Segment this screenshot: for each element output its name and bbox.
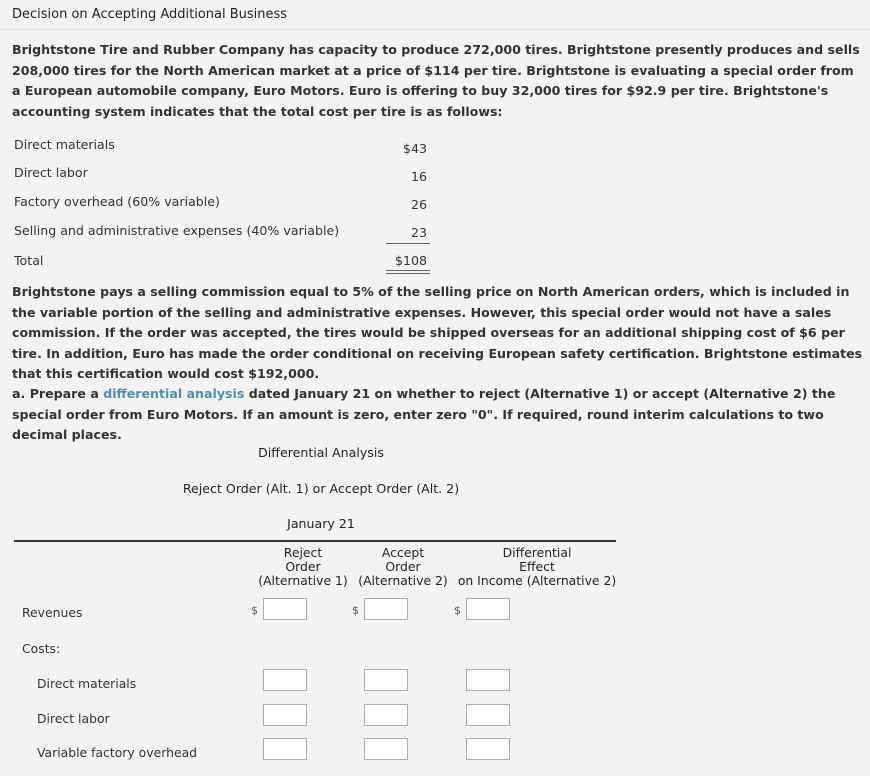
direct-labor-accept-input[interactable] xyxy=(364,704,408,726)
cost-label-factory-overhead: Factory overhead (60% variable) xyxy=(14,194,220,209)
cost-label-total: Total xyxy=(14,253,44,268)
direct-materials-differential-input[interactable] xyxy=(466,669,510,691)
revenues-accept-input[interactable] xyxy=(364,598,408,620)
currency-symbol: $ xyxy=(251,604,258,617)
cost-value-total: $108 xyxy=(394,253,427,268)
direct-labor-differential-input[interactable] xyxy=(466,704,510,726)
currency-symbol: $ xyxy=(454,604,461,617)
row-label-costs: Costs: xyxy=(22,641,61,656)
column-header-differential-line3: on Income (Alternative 2) xyxy=(457,573,617,588)
page-title: Decision on Accepting Additional Business xyxy=(12,7,288,22)
analysis-heading: Differential Analysis xyxy=(258,445,384,460)
table-top-rule xyxy=(14,540,616,542)
problem-intro: Brightstone Tire and Rubber Company has capacity to produce 272,000 tires. Brightstone presently produces and sells 208,000 tires for the North American market at a price of $114 per tire. Brightstone is evaluating a special order from a European automobile company, Euro Motors. Euro is offering to buy 32,000 tires for $92.9 per tire. Brightstone's accounting system indicates that the total cost per tire is as follows: xyxy=(12,42,860,119)
column-header-accept-line3: (Alternative 2) xyxy=(358,573,448,588)
revenues-differential-input[interactable] xyxy=(466,598,510,620)
row-label-direct-labor: Direct labor xyxy=(37,711,110,726)
cost-value-direct-labor: 16 xyxy=(410,169,427,184)
cost-label-selling-admin: Selling and administrative expenses (40% variable) xyxy=(14,223,340,238)
column-header-differential xyxy=(452,546,622,588)
title-divider xyxy=(0,29,870,30)
column-header-differential-line1: Differential xyxy=(502,545,572,560)
subtotal-rule xyxy=(386,243,430,244)
differential-analysis-link[interactable]: differential analysis xyxy=(103,386,245,401)
variable-overhead-reject-input[interactable] xyxy=(263,738,307,760)
direct-labor-reject-input[interactable] xyxy=(263,704,307,726)
question-prefix: a. xyxy=(12,386,26,401)
cost-value-factory-overhead: 26 xyxy=(410,197,427,212)
question-lead: Prepare a xyxy=(29,386,99,401)
question-a xyxy=(12,384,864,446)
commission-paragraph: Brightstone pays a selling commission equal to 5% of the selling price on North American orders, which is included in the variable portion of the selling and administrative expenses. However, this special order would not have a sales commission. If the order was accepted, the tires would be shipped overseas for an additional shipping cost of $6 per tire. In addition, Euro has made the order conditional on receiving European safety certification. Brightstone estimates that this certification would cost $192,000. xyxy=(12,284,863,381)
column-header-reject-line2: Order xyxy=(285,559,321,574)
column-header-accept-line1: Accept xyxy=(381,545,425,560)
column-header-reject-line3: (Alternative 1) xyxy=(258,573,348,588)
analysis-subheading: Reject Order (Alt. 1) or Accept Order (Alt. 2) xyxy=(182,481,460,496)
column-header-reject-line1: Reject xyxy=(283,545,323,560)
column-header-accept xyxy=(353,546,453,588)
cost-label-direct-materials: Direct materials xyxy=(14,137,115,152)
question-rest: dated January 21 on whether to reject (Alternative 1) or accept (Alternative 2) the special order from Euro Motors. If an amount is zero, enter zero "0". If required, round interim calculations to two decimal places. xyxy=(12,386,836,442)
revenues-reject-input[interactable] xyxy=(263,598,307,620)
row-label-direct-materials: Direct materials xyxy=(37,676,137,691)
direct-materials-reject-input[interactable] xyxy=(263,669,307,691)
variable-overhead-differential-input[interactable] xyxy=(466,738,510,760)
column-header-reject xyxy=(248,546,358,588)
direct-materials-accept-input[interactable] xyxy=(364,669,408,691)
analysis-date: January 21 xyxy=(287,516,355,531)
variable-overhead-accept-input[interactable] xyxy=(364,738,408,760)
cost-value-selling-admin: 23 xyxy=(410,225,427,240)
column-header-differential-line2: Effect xyxy=(519,559,555,574)
column-header-accept-line2: Order xyxy=(385,559,421,574)
cost-value-direct-materials: $43 xyxy=(402,141,427,156)
total-double-rule xyxy=(386,270,430,274)
row-label-revenues: Revenues xyxy=(22,605,83,620)
row-label-variable-overhead: Variable factory overhead xyxy=(37,745,198,760)
cost-label-direct-labor: Direct labor xyxy=(14,165,88,180)
currency-symbol: $ xyxy=(352,604,359,617)
